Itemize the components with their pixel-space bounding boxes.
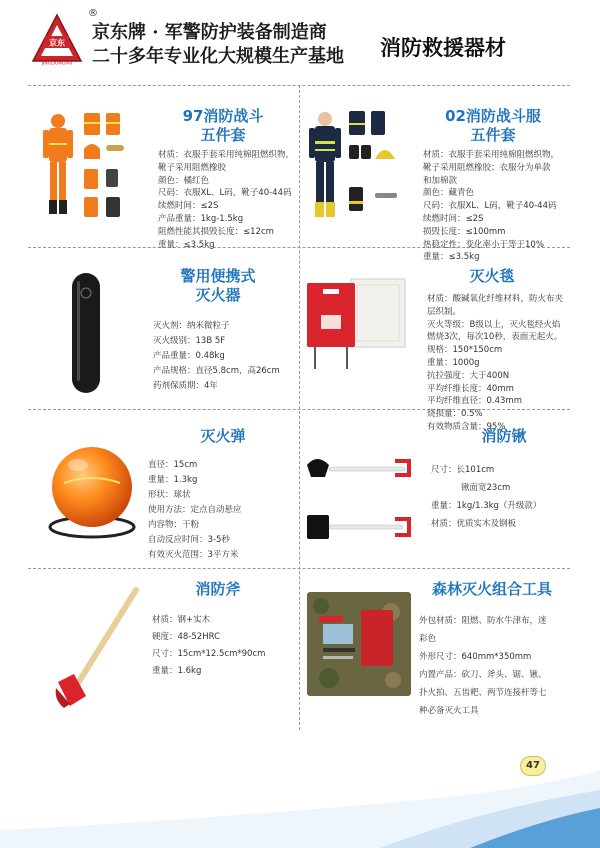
product-title: 森林灭火组合工具: [431, 580, 552, 598]
product-card-forest-kit: [299, 568, 570, 730]
product-specs: 材质：酸碱氧化纤维材料，防火布夹 层织制。 灭火等级：B级以上，灭火毯经火焰 燃烧3次，每次10秒，表面无起火。 规格：150*150cm 重量：1000g 抗拉强度：大于400N 平均纤维长度：40mm 平均纤维直径：0.43mm 烧损量：0.5% 有效物质含量：95%: [427, 294, 564, 432]
product-image-extinguisher: [66, 271, 106, 395]
product-card-fire-blanket: [299, 247, 570, 432]
brand-logo: [30, 12, 84, 66]
product-image-forest-kit: [305, 588, 413, 700]
product-image-fire-ball: [42, 429, 142, 549]
page-header: [0, 0, 600, 80]
product-card-fire-ball: [28, 409, 299, 568]
product-image-02-suit: [305, 107, 415, 231]
product-specs: 灭火剂：纳米微粒子 灭火级别：13B 5F 产品重量：0.48kg 产品规格：直径5.8cm，高26cm 药剂保质期：4年: [153, 321, 280, 391]
product-card-fire-axe: [28, 568, 299, 730]
product-title: 97消防战斗 五件套: [182, 107, 264, 144]
svg-text:京东: 京东: [49, 38, 65, 48]
product-specs: 材质：钢+实木 硬度：48-52HRC 尺寸：15cm*12.5cm*90cm 重量：1.6kg: [152, 615, 266, 676]
product-title: 消防斧: [195, 580, 241, 598]
brand-tagline-1: 京东牌 · 军警防护装备制造商: [92, 22, 327, 43]
product-title: 警用便携式 灭火器: [180, 267, 256, 304]
page-number: 47: [520, 756, 546, 776]
product-title: 02消防战斗服 五件套: [445, 107, 541, 144]
product-specs: 直径：15cm 重量：1.3kg 形状：球状 使用方法：定点自动悬应 内容物：干粉 自动反应时间：3-5秒 有效灭火范围：3平方米: [148, 460, 242, 560]
registered-mark: ®: [88, 8, 98, 19]
product-image-fire-axe: [52, 586, 144, 714]
product-image-fire-blanket: [303, 275, 409, 375]
footer-decoration: [0, 760, 600, 848]
product-card-portable-extinguisher: [28, 247, 299, 409]
product-card-02-suit: [299, 85, 570, 263]
product-specs: 外包材质：阻燃、防水牛津布，迷 彩色 外形尺寸：640mm*350mm 内置产品：砍刀、斧头、锯、锹、 扑火拍、五齿耙、两节连接杆等七 种必备灭火工具: [419, 616, 547, 716]
brand-tagline-2: 二十多年专业化大规模生产基地: [92, 46, 344, 67]
category-title: 消防救援器材: [380, 36, 506, 60]
product-image-97-suit: [38, 107, 148, 229]
product-grid: [28, 85, 570, 730]
product-card-fire-shovel: [299, 409, 570, 568]
product-title: 灭火毯: [469, 267, 515, 285]
svg-text:JINGDONGPAI: JINGDONGPAI: [41, 61, 73, 66]
product-specs: 尺寸：长101cm 锹面宽23cm 重量：1kg/1.3kg（升级款） 材质：优质实木及钢板: [431, 465, 542, 529]
product-title: 灭火弹: [200, 427, 246, 445]
product-card-97-suit: [28, 85, 299, 250]
product-specs: 材质：衣服手套采用纯棉阻燃织物， 靴子采用阻燃橡胶；衣服分为单款 和加棉款 颜色：藏青色 尺码：衣服XL、L码，靴子40-44码 续燃时间：≤2S 损毁长度：≤100mm 热稳定性：变化率小于等于10% 重量：≤3.5kg: [423, 150, 560, 263]
product-specs: 材质：衣服手套采用纯棉阻燃织物， 靴子采用阻燃橡胶 颜色：橘红色 尺码：衣服XL、L码，靴子40-44码 续燃时间：≤2S 产品重量：1kg-1.5kg 阻燃性能其损毁长度：≤12cm 重量：≤3.5kg: [158, 150, 295, 250]
product-title: 消防锹: [481, 427, 527, 445]
product-image-fire-shovel: [303, 451, 415, 555]
